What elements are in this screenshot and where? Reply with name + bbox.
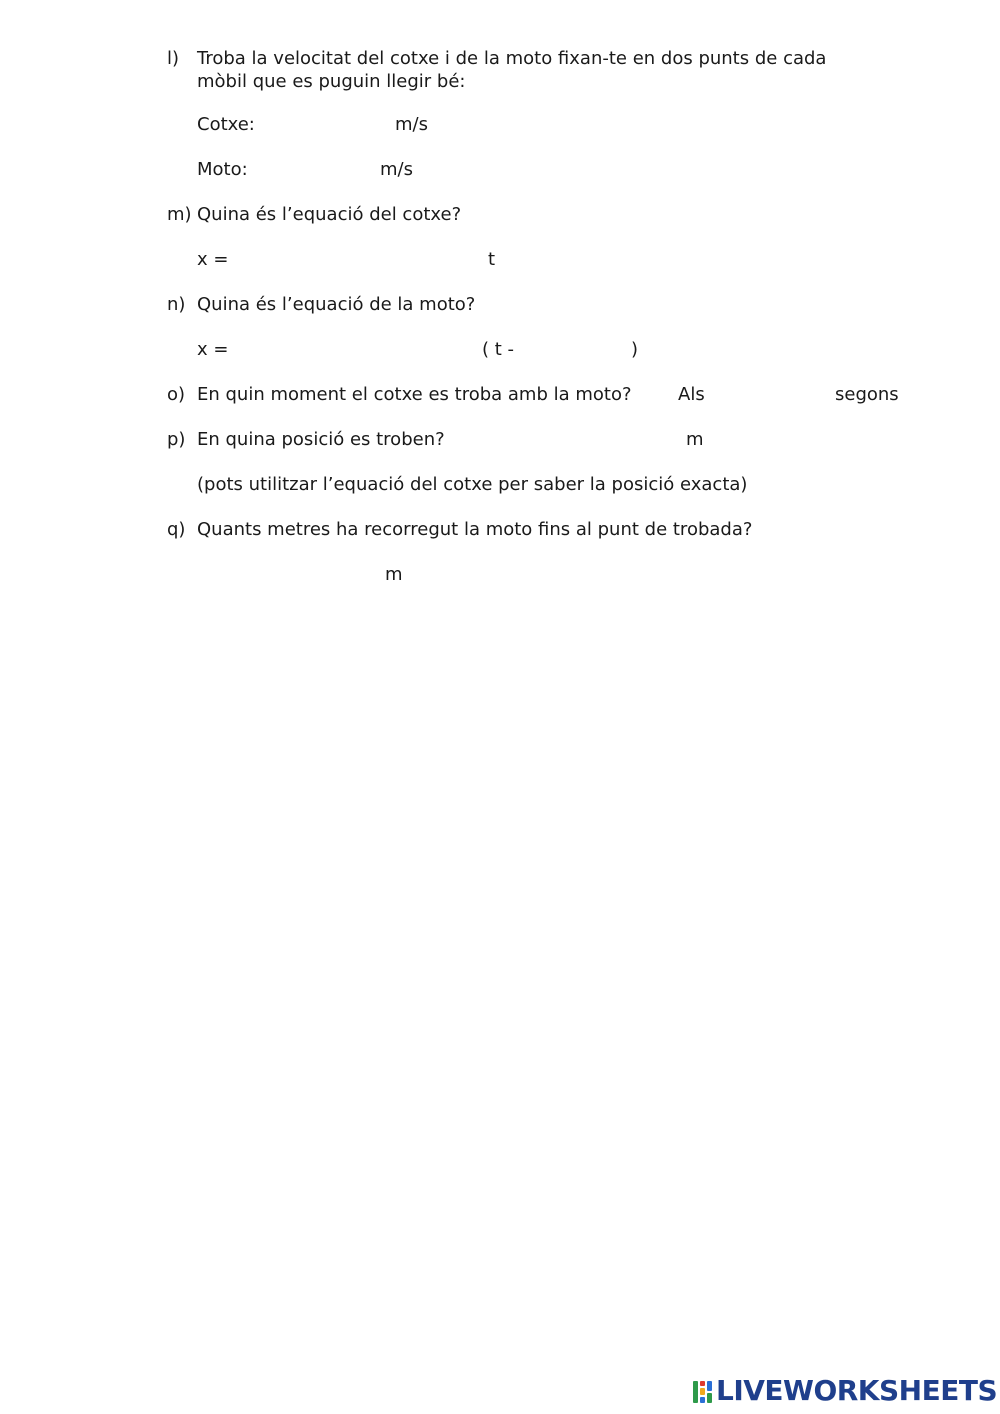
moto-label: Moto:	[197, 159, 248, 180]
question-p-marker: p)	[167, 429, 186, 450]
question-n-text: Quina és l’equació de la moto?	[197, 294, 476, 315]
cotxe-equation-var: t	[488, 249, 496, 270]
question-o-marker: o)	[167, 384, 186, 405]
question-m-text: Quina és l’equació del cotxe?	[197, 204, 462, 225]
meeting-position-unit: m	[686, 429, 704, 450]
meeting-time-prefix: Als	[678, 384, 705, 405]
cotxe-equation-lhs: x =	[197, 249, 229, 270]
cotxe-label: Cotxe:	[197, 114, 255, 135]
liveworksheets-logo-text: LIVEWORKSHEETS	[716, 1374, 998, 1407]
moto-equation-paren-open: ( t -	[482, 339, 515, 360]
question-n-marker: n)	[167, 294, 186, 315]
moto-speed-unit: m/s	[380, 159, 413, 180]
question-l-text-line2: mòbil que es puguin llegir bé:	[197, 71, 466, 92]
liveworksheets-logo	[693, 1374, 997, 1408]
moto-distance-unit: m	[385, 564, 403, 585]
question-l-text-line1: Troba la velocitat del cotxe i de la moto fixan-te en dos punts de cada	[197, 48, 827, 69]
question-p-text: En quina posició es troben?	[197, 429, 445, 450]
question-p-hint: (pots utilitzar l’equació del cotxe per saber la posició exacta)	[197, 474, 748, 495]
question-q-text: Quants metres ha recorregut la moto fins al punt de trobada?	[197, 519, 753, 540]
cotxe-speed-unit: m/s	[395, 114, 428, 135]
question-q-marker: q)	[167, 519, 186, 540]
liveworksheets-mark-icon	[693, 1378, 713, 1404]
question-l-marker: l)	[167, 48, 180, 69]
question-o-text: En quin moment el cotxe es troba amb la moto?	[197, 384, 632, 405]
moto-equation-lhs: x =	[197, 339, 229, 360]
meeting-time-unit: segons	[835, 384, 899, 405]
question-m-marker: m)	[167, 204, 192, 225]
moto-equation-paren-close: )	[631, 339, 639, 360]
